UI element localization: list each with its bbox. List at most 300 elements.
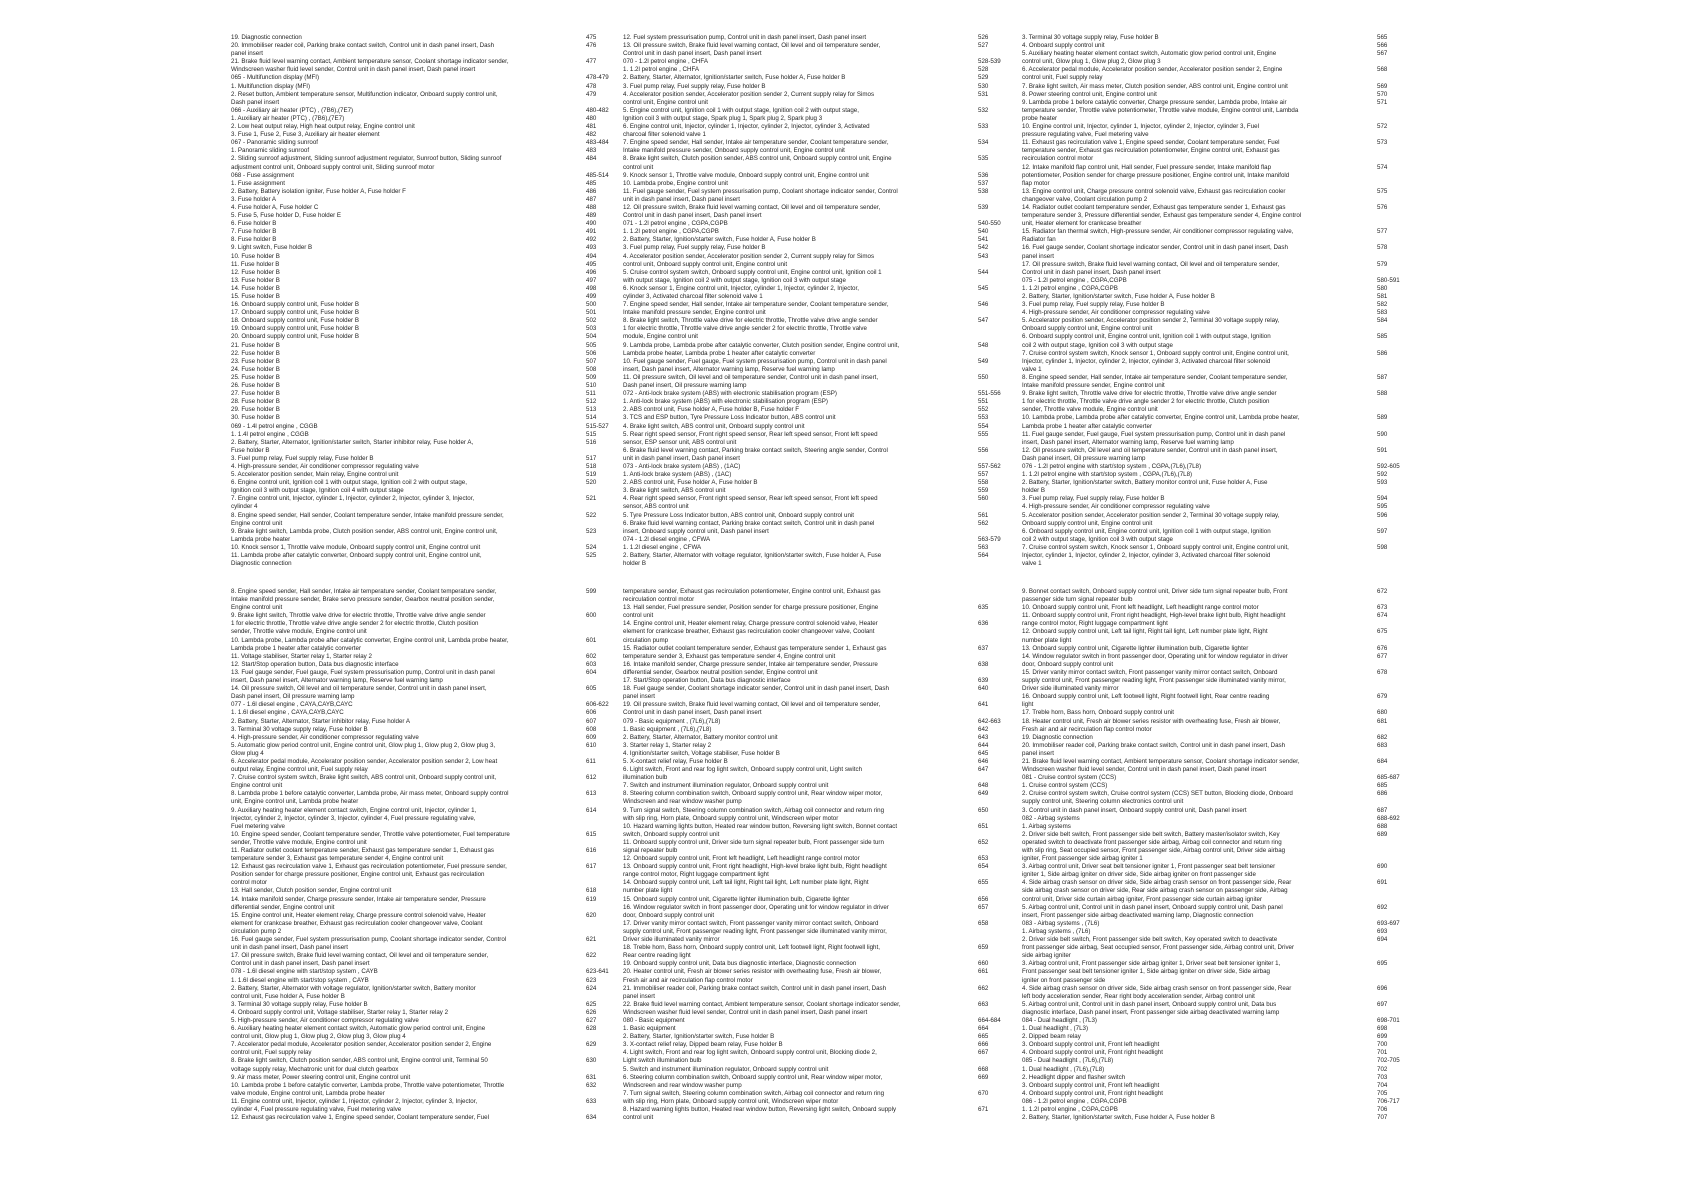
- toc-entry-page: 498: [586, 284, 597, 292]
- toc-entry-title: 13. Fuel gauge sender, Fuel gauge, Fuel system pressurisation pump, Control unit in dash panel: [231, 668, 495, 676]
- toc-entry-page: 691: [1377, 879, 1388, 887]
- toc-entry-title: Intake manifold pressure sender, Brake servo pressure sender, Gearbox neutral position sender,: [231, 596, 495, 604]
- toc-entry-page: [586, 944, 616, 952]
- toc-entry-title: 15. Onboard supply control unit, Cigarette lighter illumination bulb, Cigarette lighter: [623, 895, 850, 903]
- toc-entry-title: 29. Fuse holder B: [231, 406, 280, 414]
- toc-entry-title: 11. Fuel gauge sender, Fuel system pressurisation pump, Coolant shortage indicator sender, Control: [623, 187, 898, 195]
- toc-entry-page: 586: [1377, 349, 1388, 357]
- toc-entry-page: [1377, 887, 1407, 895]
- toc-entry-title: 12. Fuel system pressurisation pump, Control unit in dash panel insert, Dash panel insert: [623, 34, 867, 41]
- toc-entry: [231, 269, 616, 277]
- toc-entry-page: [1377, 1009, 1407, 1017]
- toc-entry-title: 9. Light switch, Fuse holder B: [231, 244, 313, 252]
- toc-entry-page: 480-482: [586, 106, 609, 114]
- toc-entry-page: [1377, 855, 1407, 863]
- toc-entry-title: 7. Fuse holder B: [231, 228, 277, 236]
- toc-entry-page: 693: [1377, 927, 1388, 935]
- toc-entry: [1022, 560, 1407, 568]
- toc-entry-page: [586, 620, 616, 628]
- toc-entry-page: 551: [978, 398, 989, 406]
- toc-entry-page: 538: [978, 187, 989, 195]
- toc-entry-title: 12. Oil pressure switch, Brake fluid level warning contact, Oil level and oil temperature sender,: [623, 203, 881, 211]
- toc-entry-title: recirculation control motor: [623, 596, 695, 604]
- toc-entry: [623, 807, 1008, 815]
- toc-entry-title: 2. Driver side belt switch, Front passenger side belt switch, Key operated switch to deactivate: [1022, 936, 1278, 944]
- toc-entry-title: 7. Brake light switch, Air mass meter, Clutch position sender, ABS control unit, Engine control unit: [1022, 82, 1288, 90]
- toc-entry-page: [586, 447, 616, 455]
- toc-entry-page: 676: [1377, 644, 1388, 652]
- toc-entry-page: 602: [586, 652, 597, 660]
- toc-entry-page: [978, 952, 1008, 960]
- toc-entry-page: 694: [1377, 936, 1388, 944]
- toc-entry-title: unit in dash panel insert, Dash panel insert: [623, 195, 740, 203]
- toc-entry-title: Injector, cylinder 1, Injector, cylinder 2, Injector, cylinder 3, Activated charcoal filter solenoid: [1022, 552, 1271, 559]
- toc-entry-title: 14. Window regulator switch in front passenger door, Operating unit for window regulator in driver: [1022, 652, 1288, 660]
- toc-entry-title: 1. Dual headlight , (7L3): [1022, 1025, 1089, 1033]
- toc-entry-title: door, Onboard supply control unit: [1022, 660, 1114, 668]
- toc-entry: [1022, 928, 1407, 936]
- toc-entry: [623, 952, 1008, 960]
- toc-entry-page: [978, 1098, 1008, 1106]
- toc-entry-title: 22. Brake fluid level warning contact, Ambient temperature sensor, Coolant shortage indicator sender,: [623, 1000, 901, 1008]
- toc-entry: [623, 1074, 1008, 1082]
- toc-entry: [231, 847, 616, 855]
- toc-entry-page: 514: [586, 414, 597, 422]
- toc-entry: [231, 325, 616, 333]
- toc-entry: [1022, 471, 1407, 479]
- toc-entry: [231, 863, 616, 871]
- toc-entry-page: 660: [978, 960, 989, 968]
- toc-entry-title: 3. Terminal 30 voltage supply relay, Fuse holder B: [231, 725, 368, 733]
- toc-entry: [1022, 1033, 1407, 1041]
- toc-entry-title: 2. Reset button, Ambient temperature sensor, Multifunction indicator, Onboard supply control unit,: [231, 90, 498, 98]
- toc-entry-page: 497: [586, 276, 597, 284]
- toc-entry-page: 655: [978, 879, 989, 887]
- toc-entry: [1022, 180, 1407, 188]
- toc-entry: [231, 685, 616, 693]
- toc-entry: [231, 115, 616, 123]
- toc-entry-title: 12. Intake manifold flap control unit, Hall sender, Fuel pressure sender, Intake manifold flap: [1022, 163, 1272, 171]
- toc-entry-title: 8. Engine speed sender, Hall sender, Coolant temperature sender, Intake manifold pressure sender,: [231, 511, 504, 519]
- toc-entry-page: 656: [978, 895, 989, 903]
- toc-entry-title: 2. Battery, Starter, Alternator with voltage regulator, Ignition/starter switch, Fuse holder A, Fuse: [623, 552, 882, 559]
- toc-entry-page: [1377, 325, 1407, 333]
- toc-entry: [1022, 309, 1407, 317]
- toc-entry-page: [1377, 560, 1407, 568]
- toc-entry-title: potentiometer, Position sender for charge pressure positioner, Engine control unit, Intake manifold: [1022, 171, 1290, 179]
- toc-entry-title: 077 - 1.6l diesel engine , CAYA,CAYB,CAYC: [231, 701, 353, 709]
- toc-entry-page: [978, 669, 1008, 677]
- toc-entry-title: cylinder 4, Fuel pressure regulating valve, Fuel metering valve: [231, 1106, 402, 1113]
- toc-entry-page: 675: [1377, 628, 1388, 636]
- toc-entry: [623, 544, 1008, 552]
- toc-entry-title: 2. Battery, Starter, Ignition/starter switch, Fuse holder B: [623, 1033, 775, 1041]
- toc-entry: [623, 604, 1008, 612]
- toc-entry-page: 569: [1377, 82, 1388, 90]
- toc-entry-page: [978, 887, 1008, 895]
- toc-entry-title: 22. Fuse holder B: [231, 349, 280, 357]
- toc-entry-title: 9. Knock sensor 1, Throttle valve module, Onboard supply control unit, Engine control unit: [623, 171, 869, 179]
- toc-entry-page: 530: [978, 82, 989, 90]
- toc-entry-title: 1. 1.2l petrol engine , CHFA: [623, 66, 700, 74]
- toc-entry-page: 621: [586, 936, 597, 944]
- toc-entry-title: side airbag crash sensor on driver side, Rear side airbag crash sensor on passenger side, Airbag: [1022, 887, 1288, 895]
- toc-entry: [1022, 285, 1407, 293]
- toc-entry: [231, 66, 616, 74]
- toc-entry-page: 588: [1377, 390, 1388, 398]
- toc-entry-page: [978, 612, 1008, 620]
- toc-entry: [231, 807, 616, 815]
- toc-entry-page: 624: [586, 984, 597, 992]
- toc-entry-title: voltage supply relay, Mechatronic unit for dual clutch gearbox: [231, 1065, 399, 1073]
- toc-entry: [231, 896, 616, 904]
- toc-entry-title: 9. Turn signal switch, Steering column combination switch, Airbag coil connector and return ring: [623, 806, 885, 814]
- toc-entry-title: 2. Driver side belt switch, Front passenger side belt switch, Battery master/isolator switch, Key: [1022, 830, 1280, 838]
- toc-entry: [231, 123, 616, 131]
- toc-entry: [231, 645, 616, 653]
- toc-entry-page: 507: [586, 357, 597, 365]
- toc-entry-title: control unit, Driver side curtain airbag igniter, Front passenger side curtain airbag igniter: [1022, 895, 1263, 903]
- toc-entry-title: 3. Onboard supply control unit, Front left headlight: [1022, 1081, 1160, 1089]
- toc-entry-title: 4. Onboard supply control unit, Voltage stabiliser, Starter relay 1, Starter relay 2: [231, 1008, 449, 1016]
- toc-entry-title: insert, Dash panel insert, Alternator warning lamp, Reserve fuel warning lamp: [1022, 438, 1234, 446]
- toc-entry-page: 482: [586, 131, 597, 139]
- toc-entry-title: 079 - Basic equipment , (7L6),(7L8): [623, 717, 721, 725]
- toc-entry-title: 6. Onboard supply control unit, Engine control unit, Ignition coil 1 with output stage, Ignition: [1022, 333, 1271, 341]
- toc-entry: [623, 107, 1008, 115]
- toc-entry: [623, 495, 1008, 503]
- toc-entry-page: 565: [1377, 34, 1388, 41]
- toc-entry: [623, 815, 1008, 823]
- toc-page-5: [623, 588, 1008, 1122]
- toc-entry-page: 520: [586, 479, 597, 487]
- toc-entry: [231, 1001, 616, 1009]
- toc-entry-title: 12. Start/Stop operation button, Data bus diagnostic interface: [231, 660, 399, 668]
- toc-entry: [623, 936, 1008, 944]
- toc-entry: [623, 790, 1008, 798]
- toc-entry-title: 080 - Basic equipment: [623, 1016, 685, 1024]
- toc-entry-page: 606: [586, 709, 597, 717]
- toc-entry-title: 3. Terminal 30 voltage supply relay, Fuse holder B: [1022, 34, 1159, 41]
- toc-entry-page: 650: [978, 806, 989, 814]
- toc-entry-title: 8. Brake light switch, Clutch position sender, ABS control unit, Onboard supply control unit, Engine: [623, 155, 892, 163]
- toc-entry: [231, 823, 616, 831]
- toc-entry: [1022, 333, 1407, 341]
- toc-entry-page: [1377, 798, 1407, 806]
- toc-entry: [1022, 528, 1407, 536]
- toc-entry-page: 628: [586, 1025, 597, 1033]
- toc-entry-title: 16. Fuel gauge sender, Coolant shortage indicator sender, Control unit in dash panel insert, Dash: [1022, 244, 1288, 252]
- toc-entry-page: 548: [978, 341, 989, 349]
- toc-entry: [231, 750, 616, 758]
- toc-entry: [1022, 439, 1407, 447]
- toc-entry-page: 564: [978, 552, 989, 559]
- toc-entry-page: 522: [586, 511, 597, 519]
- toc-entry-title: supply control unit, Steering column electronics control unit: [1022, 798, 1184, 806]
- toc-entry: [623, 398, 1008, 406]
- toc-entry-page: 608: [586, 725, 597, 733]
- toc-entry-page: [978, 1057, 1008, 1065]
- toc-entry-title: Control unit in dash panel insert, Dash panel insert: [623, 212, 762, 220]
- toc-entry: [231, 317, 616, 325]
- toc-entry-page: 698-701: [1377, 1016, 1400, 1024]
- toc-entry: [1022, 244, 1407, 252]
- toc-entry: [1022, 147, 1407, 155]
- toc-entry-title: 6. Onboard supply control unit, Engine control unit, Ignition coil 1 with output stage, Ignition: [1022, 527, 1271, 535]
- toc-entry: [623, 693, 1008, 701]
- toc-entry: [1022, 544, 1407, 552]
- toc-entry-title: control unit: [623, 612, 654, 620]
- toc-entry-page: 539: [978, 203, 989, 211]
- toc-entry-title: 074 - 1.2l diesel engine , CFWA: [623, 535, 711, 543]
- toc-entry: [1022, 709, 1407, 717]
- toc-entry-title: 21. Immobiliser reader coil, Parking brake contact switch, Control unit in dash panel insert, Dash: [623, 984, 887, 992]
- toc-entry-title: 28. Fuse holder B: [231, 398, 280, 406]
- toc-entry-page: [978, 212, 1008, 220]
- toc-entry-page: 504: [586, 333, 597, 341]
- toc-entry-title: side airbag igniter: [1022, 952, 1071, 960]
- toc-entry-title: 5. High-pressure sender, Air conditioner compressor regulating valve: [231, 1016, 419, 1024]
- toc-entry-title: 3. X-contact relief relay, Dipped beam relay, Fuse holder B: [623, 1041, 783, 1049]
- toc-entry-title: Windscreen and rear window washer pump: [623, 1081, 742, 1089]
- toc-entry-title: 17. Oil pressure switch, Brake fluid level warning contact, Oil level and oil temperature sender,: [1022, 260, 1280, 268]
- toc-entry: [623, 912, 1008, 920]
- toc-entry: [1022, 952, 1407, 960]
- toc-section: [623, 220, 1008, 228]
- toc-entry-page: 573: [1377, 139, 1388, 147]
- toc-entry-title: 3. Brake light switch, ABS control unit: [623, 487, 726, 495]
- toc-entry-title: door, Onboard supply control unit: [623, 911, 715, 919]
- toc-entry: [231, 382, 616, 390]
- toc-entry: [1022, 1114, 1407, 1122]
- toc-entry: [231, 620, 616, 628]
- toc-entry: [231, 1025, 616, 1033]
- toc-entry-title: sender, Throttle valve module, Engine control unit: [231, 838, 367, 846]
- toc-entry-page: [978, 293, 1008, 301]
- toc-entry: [231, 879, 616, 887]
- toc-entry-title: Windscreen washer fluid level sender, Control unit in dash panel insert, Dash panel insert: [1022, 766, 1267, 774]
- toc-entry: [1022, 1025, 1407, 1033]
- toc-entry: [231, 742, 616, 750]
- toc-entry-title: 4. Rear right speed sensor, Front right speed sensor, Rear left speed sensor, Front left speed: [623, 495, 878, 503]
- toc-entry: [623, 709, 1008, 717]
- toc-entry: [231, 628, 616, 636]
- toc-entry-title: 13. Onboard supply control unit, Cigarette lighter illumination bulb, Cigarette lighter: [1022, 644, 1249, 652]
- toc-entry-page: 679: [1377, 693, 1388, 701]
- toc-entry: [231, 1049, 616, 1057]
- toc-entry-page: [1377, 977, 1407, 985]
- toc-entry-page: 702: [1377, 1065, 1388, 1073]
- toc-entry-title: control unit, Onboard supply control unit, Engine control unit: [623, 260, 788, 268]
- toc-entry-title: 5. Rear right speed sensor, Front right speed sensor, Rear left speed sensor, Front left speed: [623, 430, 878, 438]
- toc-entry: [231, 669, 616, 677]
- toc-entry-page: 537: [978, 179, 989, 187]
- toc-entry-title: 6. Accelerator pedal module, Accelerator position sender, Accelerator position sender 2, Engine: [1022, 66, 1283, 74]
- toc-entry: [231, 309, 616, 317]
- toc-entry-page: [586, 798, 616, 806]
- toc-entry: [1022, 847, 1407, 855]
- toc-entry: [1022, 879, 1407, 887]
- toc-entry: [623, 342, 1008, 350]
- toc-entry-title: 1. Dual headlight , (7L6),(7L8): [1022, 1065, 1105, 1073]
- toc-entry: [623, 414, 1008, 422]
- toc-entry: [231, 709, 616, 717]
- toc-entry: [623, 879, 1008, 887]
- toc-entry-title: 3. Fuel pump relay, Fuel supply relay, Fuse holder B: [1022, 301, 1165, 309]
- toc-entry-title: Driver side illuminated vanity mirror: [623, 936, 720, 944]
- toc-entry-page: 640: [978, 685, 989, 693]
- toc-entry-page: 681: [1377, 717, 1388, 725]
- toc-entry: [623, 701, 1008, 709]
- toc-entry-page: 551-556: [978, 390, 1001, 398]
- toc-entry: [1022, 358, 1407, 366]
- toc-entry: [231, 1098, 616, 1106]
- toc-entry: [231, 431, 616, 439]
- toc-entry-page: 644: [978, 741, 989, 749]
- toc-entry-page: 501: [586, 309, 597, 317]
- toc-entry-page: [1377, 253, 1407, 261]
- toc-entry-page: 687: [1377, 806, 1388, 814]
- toc-entry-title: 15. Radiator outlet coolant temperature sender, Exhaust gas temperature sender 1, Exhaust gas: [623, 644, 887, 652]
- toc-entry: [623, 180, 1008, 188]
- toc-entry: [231, 1074, 616, 1082]
- toc-entry-title: 26. Fuse holder B: [231, 382, 280, 390]
- toc-entry: [231, 952, 616, 960]
- toc-entry: [231, 774, 616, 782]
- toc-entry-page: 477: [586, 58, 597, 66]
- toc-entry: [623, 645, 1008, 653]
- toc-entry: [1022, 742, 1407, 750]
- toc-entry-page: 516: [586, 438, 597, 446]
- toc-entry: [623, 1098, 1008, 1106]
- toc-entry: [231, 293, 616, 301]
- toc-section: [231, 107, 616, 115]
- toc-entry-title: 13. Hall sender, Clutch position sender, Engine control unit: [231, 887, 392, 895]
- toc-entry-title: 24. Fuse holder B: [231, 365, 280, 373]
- toc-entry-page: 706-717: [1377, 1097, 1400, 1105]
- toc-entry: [1022, 350, 1407, 358]
- toc-entry: [231, 236, 616, 244]
- toc-entry-page: [1377, 487, 1407, 495]
- toc-entry-title: 7. Cruise control system switch, Knock sensor 1, Onboard supply control unit, Engine control unit,: [1022, 543, 1289, 551]
- toc-entry-title: temperature sender, Exhaust gas recirculation potentiometer, Engine control unit, Exhaust gas: [1022, 147, 1280, 155]
- toc-entry-page: [1377, 637, 1407, 645]
- toc-entry-page: 682: [1377, 733, 1388, 741]
- toc-entry: [623, 1009, 1008, 1017]
- toc-entry-title: left body acceleration sender, Rear right body acceleration sender, Airbag control unit: [1022, 992, 1255, 1000]
- toc-entry: [623, 188, 1008, 196]
- toc-entry-page: 574: [1377, 163, 1388, 171]
- toc-entry: [231, 398, 616, 406]
- toc-entry-page: 690: [1377, 863, 1388, 871]
- toc-entry-page: [1377, 269, 1407, 277]
- toc-entry-title: 8. Brake light switch, Clutch position sender, ABS control unit, Engine control unit, Terminal 50: [231, 1057, 488, 1065]
- toc-entry-page: [978, 277, 1008, 285]
- toc-entry-page: [1377, 58, 1407, 66]
- toc-entry-title: 7. Switch and instrument illumination regulator, Onboard supply control unit: [623, 782, 829, 790]
- toc-entry-page: [586, 1033, 616, 1041]
- toc-entry-page: 494: [586, 252, 597, 260]
- toc-entry-page: 568: [1377, 66, 1388, 74]
- toc-entry-title: panel insert: [1022, 252, 1054, 260]
- toc-entry-page: 540-550: [978, 220, 1001, 228]
- toc-entry-page: [1377, 839, 1407, 847]
- toc-entry-title: 11. Onboard supply control unit, Front right headlight, High-level brake light bulb, Right headlight: [1022, 612, 1286, 620]
- toc-entry-title: 12. Onboard supply control unit, Left tail light, Right tail light, Left number plate light, Right: [1022, 628, 1268, 636]
- toc-entry-page: 614: [586, 806, 597, 814]
- toc-entry-title: 21. Brake fluid level warning contact, Ambient temperature sensor, Coolant shortage indicator sender,: [1022, 757, 1300, 765]
- toc-entry-title: igniter 1, Side airbag igniter on driver side, Side airbag igniter on front passenger side: [1022, 871, 1256, 879]
- toc-entry-title: 11. Fuse holder B: [231, 260, 280, 268]
- toc-entry-title: 1. Airbag systems: [1022, 822, 1071, 830]
- toc-entry: [231, 637, 616, 645]
- toc-entry: [1022, 985, 1407, 993]
- toc-entry: [623, 1066, 1008, 1074]
- toc-entry: [623, 423, 1008, 431]
- toc-entry-title: 6. Steering column combination switch, Onboard supply control unit, Rear window wiper motor,: [623, 1073, 883, 1081]
- toc-entry-title: Engine control unit: [231, 604, 283, 612]
- toc-entry-page: 597: [1377, 527, 1388, 535]
- toc-entry-page: [1377, 726, 1407, 734]
- toc-entry-title: Driver side illuminated vanity mirror: [1022, 685, 1119, 693]
- toc-entry: [1022, 1090, 1407, 1098]
- toc-entry-page: [586, 503, 616, 511]
- toc-entry: [231, 503, 616, 511]
- toc-entry: [623, 920, 1008, 928]
- toc-entry-title: 11. Oil pressure switch, Oil level and oil temperature sender, Control unit in dash panel insert,: [623, 373, 879, 381]
- toc-entry-page: [586, 99, 616, 107]
- toc-entry-page: [586, 1090, 616, 1098]
- toc-entry-title: 9. Lambda probe 1 before catalytic converter, Charge pressure sender, Lambda probe, Intake air: [1022, 98, 1287, 106]
- toc-entry: [1022, 520, 1407, 528]
- toc-entry-page: 613: [586, 790, 597, 798]
- toc-entry-title: 10. Engine speed sender, Coolant temperature sender, Throttle valve potentiometer, Fuel temperature: [231, 830, 510, 838]
- toc-entry-page: 653: [978, 855, 989, 863]
- toc-entry-title: 13. Hall sender, Fuel pressure sender, Position sender for charge pressure positioner, Engine: [623, 604, 879, 612]
- toc-entry-page: 674: [1377, 612, 1388, 620]
- toc-entry-page: 642: [978, 725, 989, 733]
- toc-entry-title: 18. Heater control unit, Fresh air blower series resistor with overheating fuse, Fresh air blower,: [1022, 717, 1281, 725]
- toc-entry-title: 7. Engine speed sender, Hall sender, Intake air temperature sender, Coolant temperature sender,: [623, 139, 889, 147]
- toc-entry: [231, 463, 616, 471]
- toc-entry: [231, 936, 616, 944]
- toc-entry-title: 11. Fuel gauge sender, Fuel gauge, Fuel system pressurisation pump, Control unit in dash panel: [1022, 430, 1286, 438]
- toc-entry-title: 5. Engine control unit, Ignition coil 1 with output stage, Ignition coil 2 with output stage,: [623, 106, 859, 114]
- toc-entry-title: illumination bulb: [623, 774, 668, 782]
- toc-entry: [1022, 139, 1407, 147]
- toc-entry-page: [978, 596, 1008, 604]
- toc-entry-title: 19. Onboard supply control unit, Data bus diagnostic interface, Diagnostic connection: [623, 960, 857, 968]
- toc-entry-title: 3. Starter relay 1, Starter relay 2: [623, 741, 712, 749]
- toc-entry-page: 595: [1377, 503, 1388, 511]
- toc-entry-title: 16. Onboard supply control unit, Left footwell light, Right footwell light, Rear centre reading: [1022, 693, 1270, 701]
- toc-entry-page: [1377, 944, 1407, 952]
- toc-entry-title: 18. Treble horn, Bass horn, Onboard supply control unit, Left footwell light, Right footwell light,: [623, 944, 880, 952]
- toc-entry-page: 508: [586, 365, 597, 373]
- toc-entry: [623, 164, 1008, 172]
- toc-entry: [623, 653, 1008, 661]
- toc-entry-page: 542: [978, 244, 989, 252]
- toc-entry-page: 693-697: [1377, 919, 1400, 927]
- toc-entry-page: 688: [1377, 822, 1388, 830]
- toc-entry-title: valve 1: [1022, 560, 1042, 568]
- toc-entry-title: 19. Diagnostic connection: [1022, 733, 1093, 741]
- toc-entry-title: 066 - Auxiliary air heater (PTC) , (7B6),(7E7): [231, 106, 354, 114]
- toc-entry-page: 589: [1377, 414, 1388, 422]
- toc-entry: [623, 253, 1008, 261]
- toc-entry: [1022, 269, 1407, 277]
- toc-entry-page: 488: [586, 203, 597, 211]
